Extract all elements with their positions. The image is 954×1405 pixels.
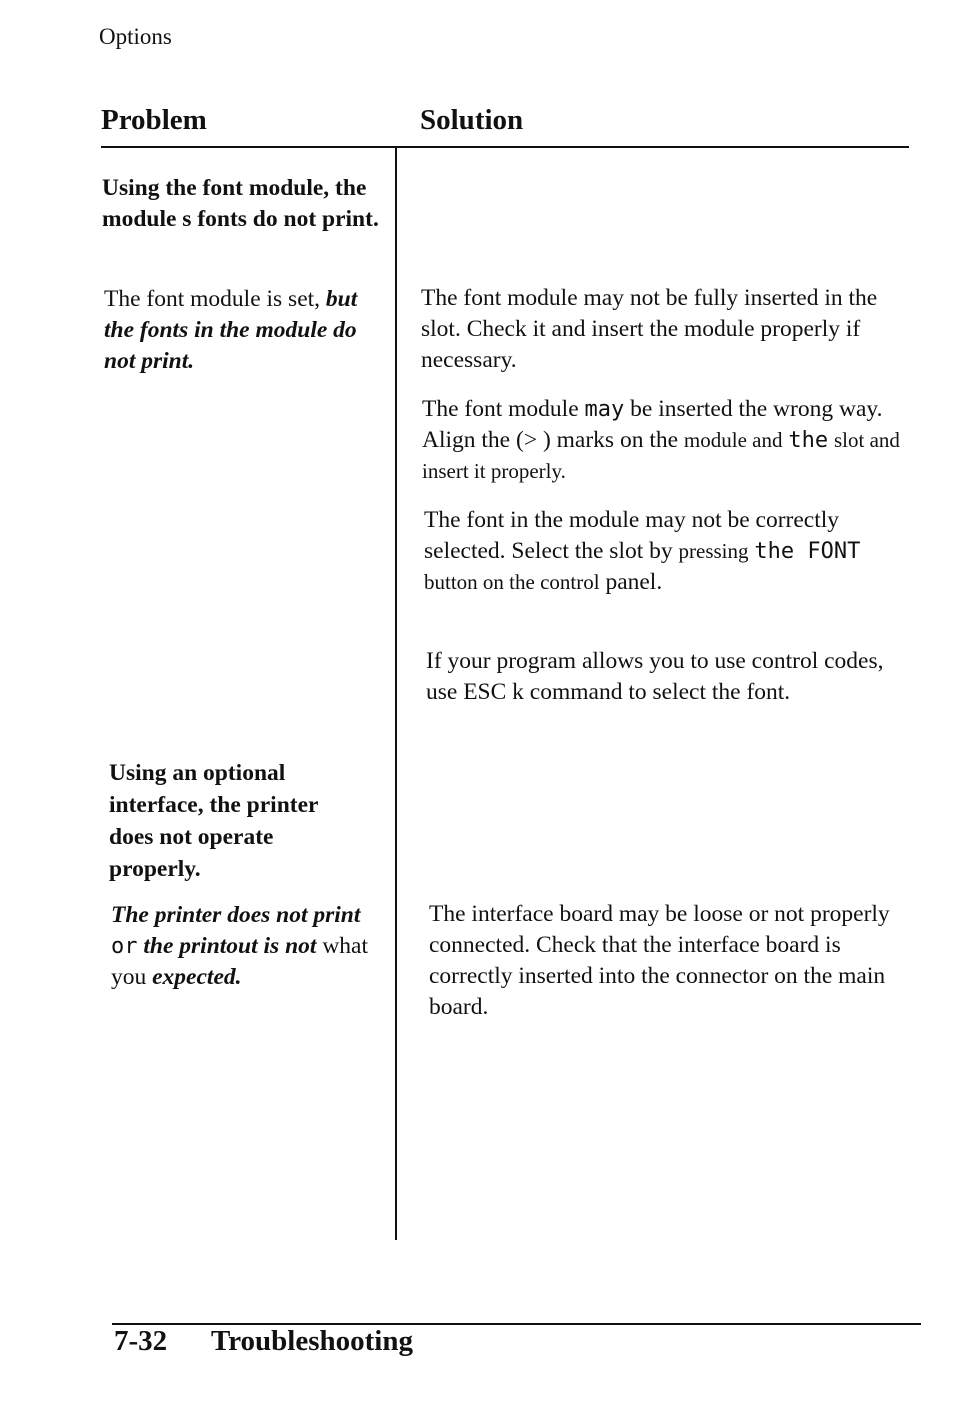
problem-mono-text: or <box>111 934 138 959</box>
solution-paragraph: If your program allows you to use control codes, use ESC k command to select the font. <box>426 648 884 705</box>
problem-description <box>111 900 381 993</box>
problem-text-emphasis: expected. <box>152 964 242 990</box>
running-head: Options <box>99 24 172 49</box>
problem-text: The font module is set, <box>104 286 321 312</box>
problem-text-emphasis: the printout is not <box>143 933 317 959</box>
solution-paragraph: The interface board may be loose or not properly connected. Check that the interface board is correctly inserted into the connector on the main board. <box>429 901 890 1020</box>
problem-text: what you <box>111 933 368 990</box>
header-rule <box>101 146 909 148</box>
solution-text: button on the control <box>424 570 600 594</box>
problem-column-heading: Problem <box>101 104 207 136</box>
solution-paragraph <box>422 394 900 487</box>
solution-column-heading: Solution <box>420 104 524 136</box>
problem-text-emphasis: The printer does not print <box>111 902 361 928</box>
problem-description <box>104 284 384 377</box>
chapter-title: Troubleshooting <box>211 1325 413 1357</box>
solution-text: slot and insert it properly. <box>422 428 900 483</box>
solution-text: pressing <box>678 539 749 563</box>
column-divider <box>395 148 397 1240</box>
problem-title: Using the font module, the module s fonts do not print. <box>102 175 379 232</box>
solution-text: The font in the module may not be correctly selected. Select the slot by <box>424 507 840 564</box>
solution-text: be inserted the wrong way. Align the (> ) marks on the <box>422 396 883 453</box>
solution-paragraph <box>424 505 872 598</box>
solution-paragraph: The font module may not be fully inserted in the slot. Check it and insert the module properly if necessary. <box>421 285 878 373</box>
solution-text: module and <box>683 428 783 452</box>
solution-text: panel. <box>605 569 663 595</box>
solution-text: The font module <box>422 396 579 422</box>
page-number: 7-32 <box>114 1325 168 1357</box>
solution-mono-text: the <box>788 428 829 453</box>
problem-title: Using an optional interface, the printer does not operate properly. <box>109 760 319 882</box>
solution-mono-text: may <box>584 397 625 422</box>
solution-mono-text: the FONT <box>754 539 861 564</box>
problem-text-emphasis: but the fonts in the module do not print. <box>104 286 358 374</box>
